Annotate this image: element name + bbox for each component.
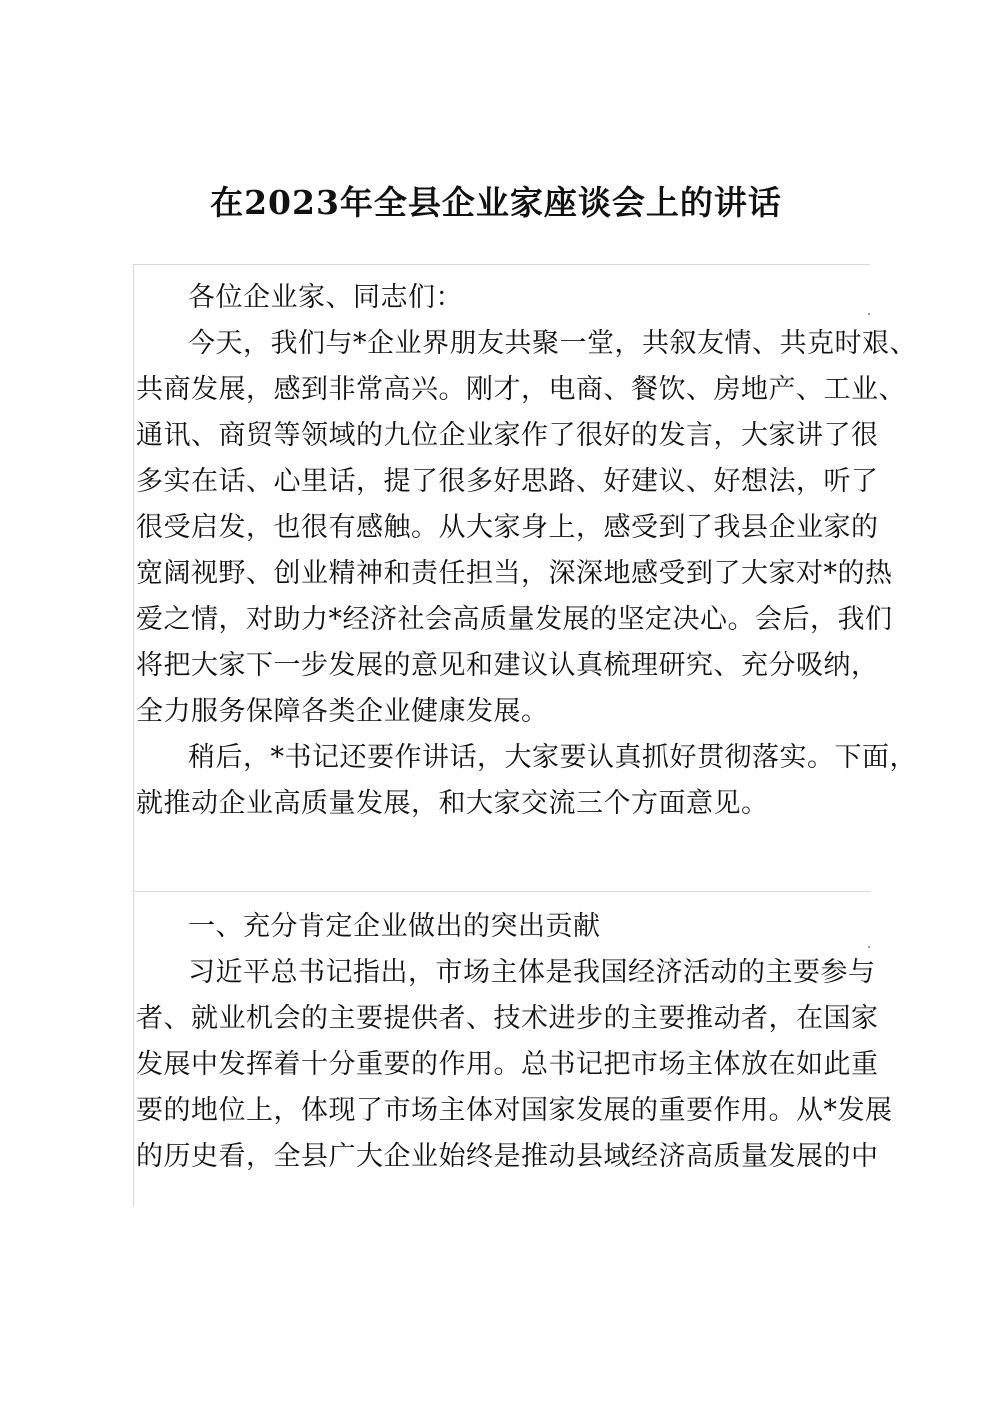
paragraph-line: 爱之情，对助力*经济社会高质量发展的坚定决心。会后，我们 — [136, 604, 893, 635]
frame-divider — [133, 891, 870, 892]
paragraph-line: 今天，我们与*企业界朋友共聚一堂，共叙友情、共克时艰、 — [188, 328, 917, 359]
section-heading: 一、充分肯定企业做出的突出贡献 — [188, 911, 601, 942]
paragraph-line: 很受启发，也很有感触。从大家身上，感受到了我县企业家的 — [136, 512, 879, 543]
paragraph-line: 的历史看，全县广大企业始终是推动县域经济高质量发展的中 — [136, 1141, 879, 1172]
frame-left-border-lower — [133, 891, 134, 1207]
section-contribution — [136, 904, 893, 1180]
frame-top-border — [133, 264, 870, 265]
paragraph-line: 共商发展，感到非常高兴。刚才，电商、餐饮、房地产、工业、 — [136, 374, 906, 405]
paragraph-line: 就推动企业高质量发展，和大家交流三个方面意见。 — [136, 788, 769, 819]
frame-left-border — [133, 264, 134, 891]
paragraph-line: 多实在话、心里话，提了很多好思路、好建议、好想法，听了 — [136, 466, 879, 497]
paragraph-line: 通讯、商贸等领域的九位企业家作了很好的发言，大家讲了很 — [136, 420, 879, 451]
paragraph-line: 发展中发挥着十分重要的作用。总书记把市场主体放在如此重 — [136, 1049, 879, 1080]
paragraph-line: 习近平总书记指出，市场主体是我国经济活动的主要参与 — [188, 957, 876, 988]
paragraph-line: 者、就业机会的主要提供者、技术进步的主要推动者，在国家 — [136, 1003, 879, 1034]
document-title: 在2023年全县企业家座谈会上的讲话 — [210, 183, 782, 222]
paragraph-line: 将把大家下一步发展的意见和建议认真梳理研究、充分吸纳， — [136, 650, 879, 681]
paragraph-line: 全力服务保障各类企业健康发展。 — [136, 696, 549, 727]
section-opening — [136, 275, 917, 827]
paragraph-line: 稍后，*书记还要作讲话，大家要认真抓好贯彻落实。下面， — [188, 742, 917, 773]
paragraph-line: 宽阔视野、创业精神和责任担当，深深地感受到了大家对*的热 — [136, 558, 893, 589]
paragraph-line: 要的地位上，体现了市场主体对国家发展的重要作用。从*发展 — [136, 1095, 893, 1126]
salutation: 各位企业家、同志们： — [188, 282, 463, 313]
